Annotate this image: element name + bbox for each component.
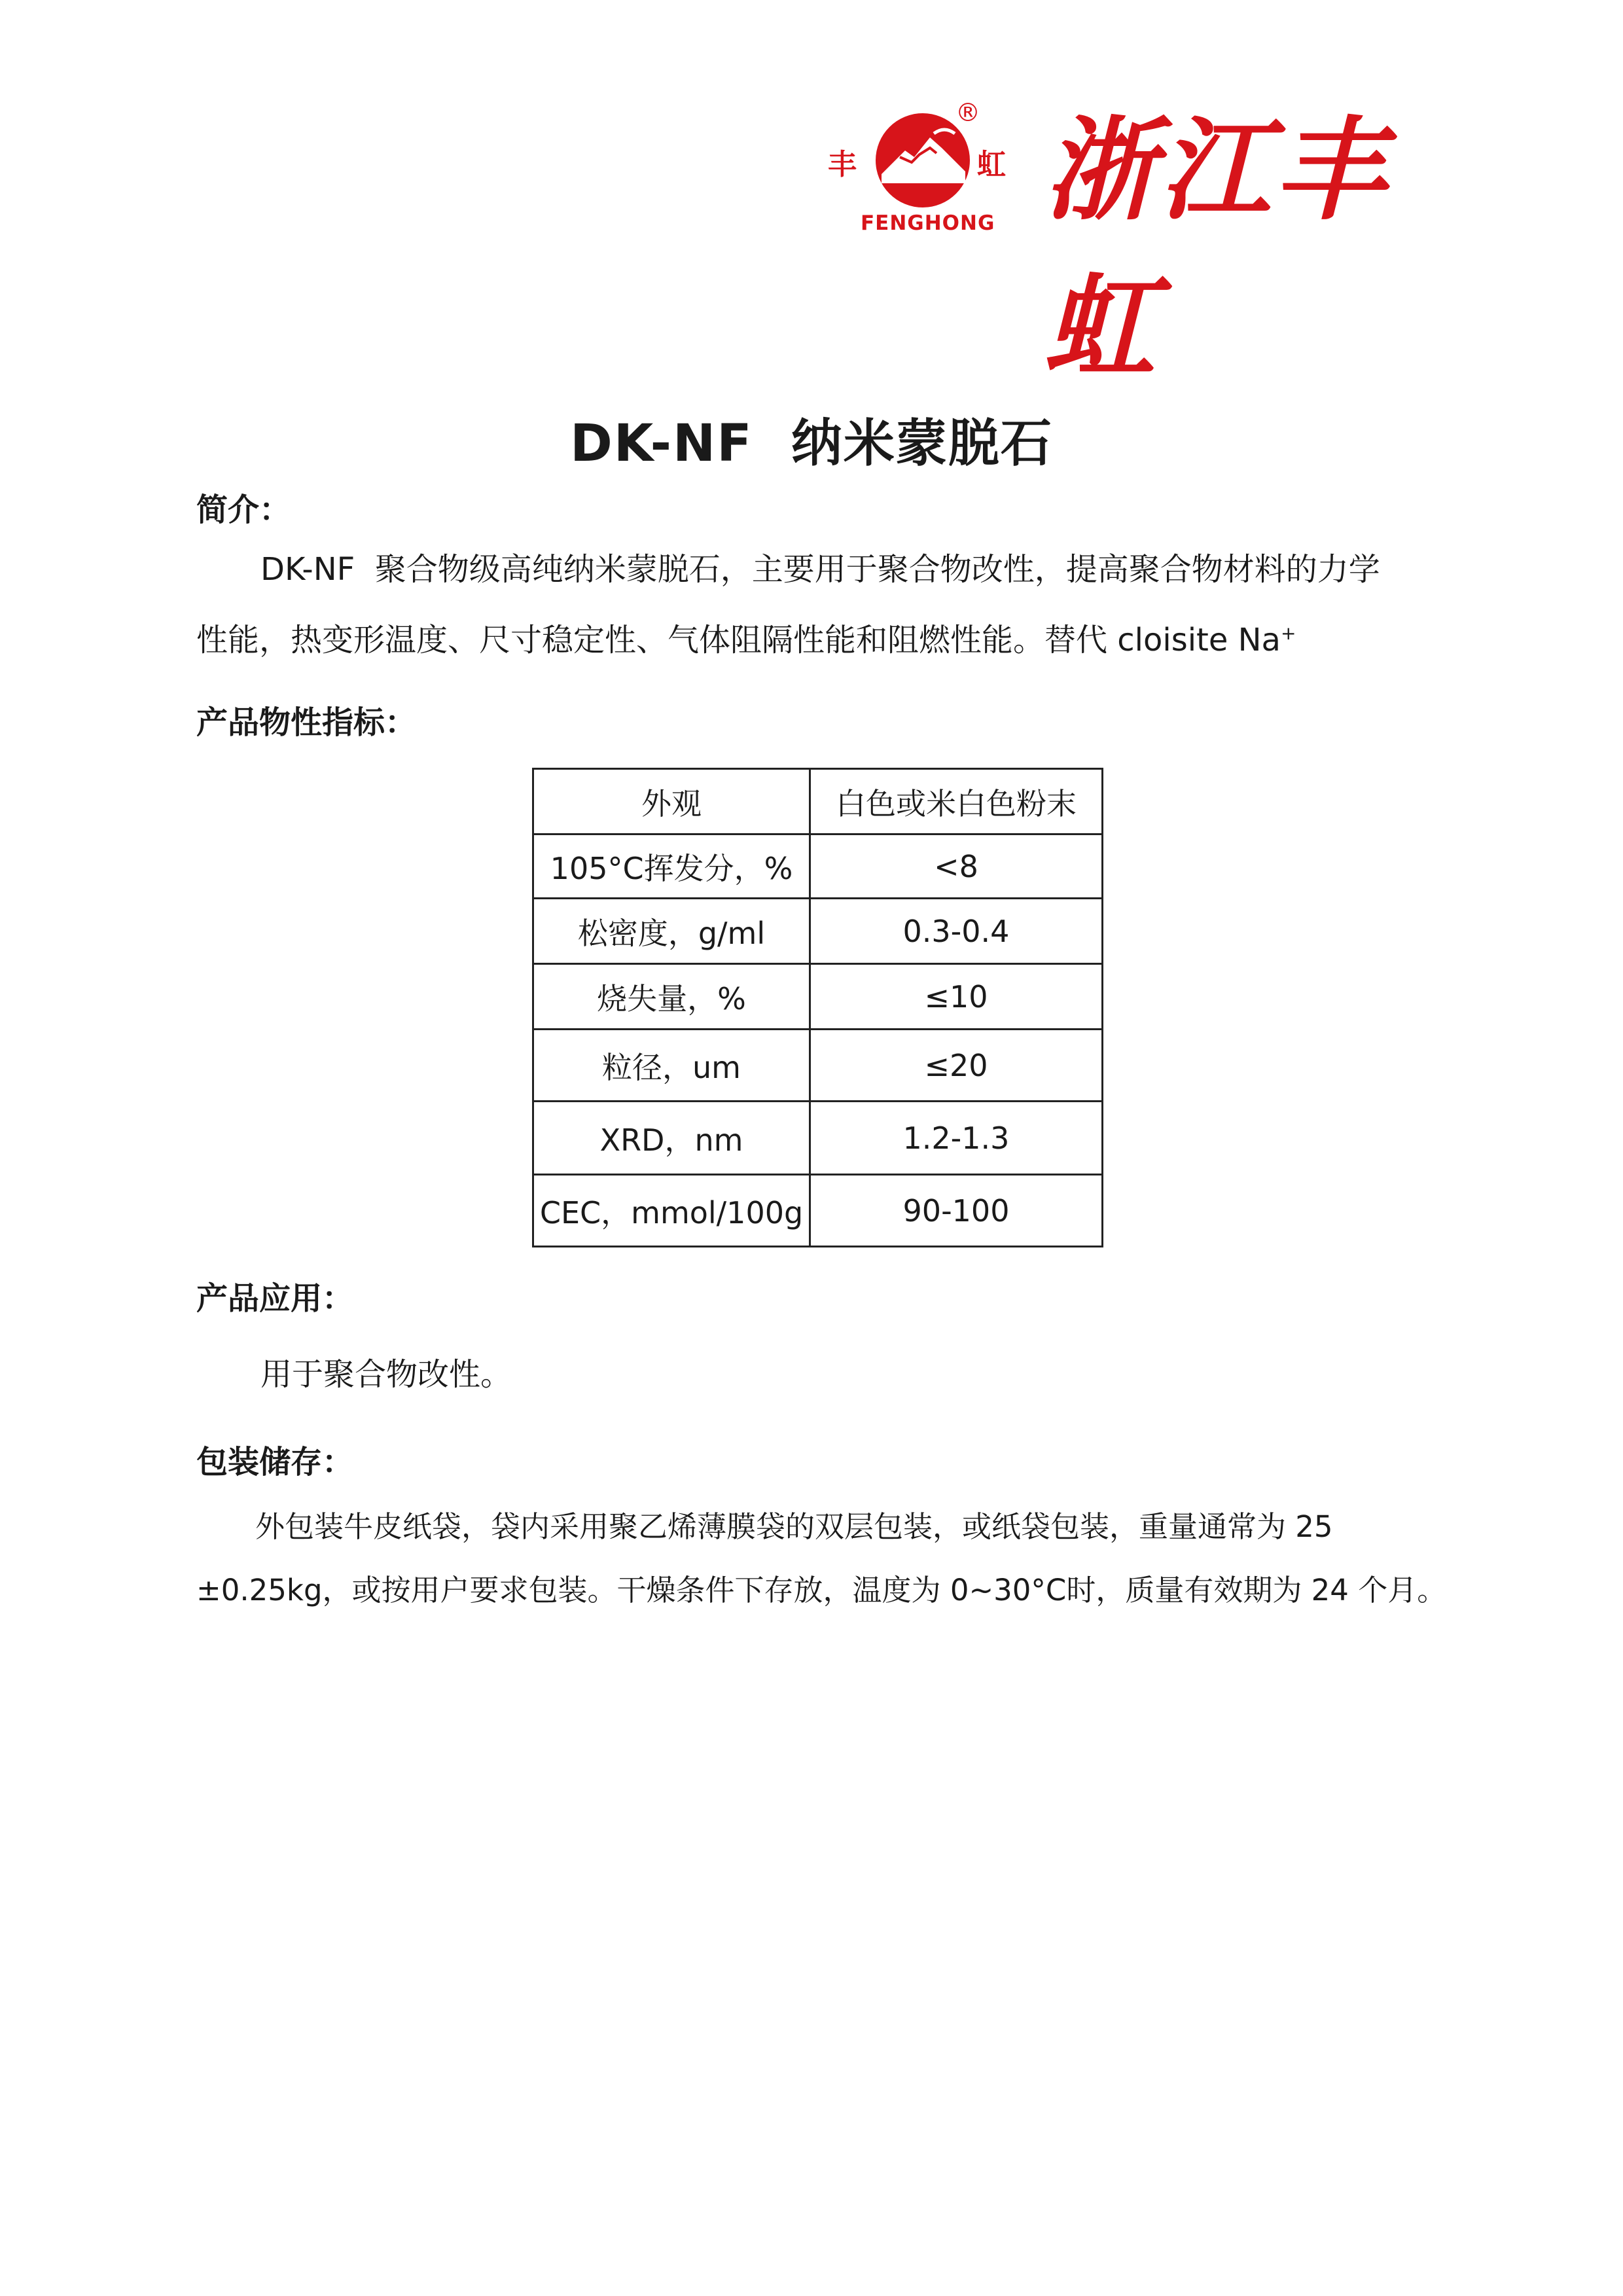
spec-key: 松密度，g/ml [533, 899, 810, 964]
registered-mark: ® [955, 98, 980, 127]
table-row [533, 1030, 1103, 1102]
document-title: DK-NF 纳米蒙脱石 [570, 414, 1053, 473]
specs-table [532, 768, 1103, 1247]
table-row [533, 769, 1103, 834]
spec-key: 粒径，um [533, 1030, 810, 1102]
table-row [533, 899, 1103, 964]
intro-line-2 [196, 601, 1296, 673]
packaging-line-2: ±0.25kg，或按用户要求包装。干燥条件下存放，温度为 0~30°C时，质量有效期为 24 个月。 [196, 1573, 1447, 1607]
spec-key: CEC，mmol/100g [533, 1175, 810, 1247]
spec-value: 0.3-0.4 [810, 899, 1103, 964]
table-row [533, 1102, 1103, 1175]
spec-key: 外观 [533, 769, 810, 834]
intro-line-2-text: 性能，热变形温度、尺寸稳定性、气体阻隔性能和阻燃性能。替代 cloisite Na [196, 622, 1281, 658]
spec-key: 105°C挥发分，% [533, 834, 810, 899]
spec-value: 90-100 [810, 1175, 1103, 1247]
intro-line-2-superscript: + [1280, 622, 1296, 644]
logo-left-char: 丰 [828, 148, 857, 181]
specs-heading: 产品物性指标： [196, 704, 417, 741]
table-row [533, 964, 1103, 1030]
application-text: 用于聚合物改性。 [260, 1356, 512, 1393]
packaging-line-1: 外包装牛皮纸袋，袋内采用聚乙烯薄膜袋的双层包装，或纸袋包装，重量通常为 25 [255, 1509, 1333, 1544]
spec-value: ≤10 [810, 964, 1103, 1030]
packaging-heading: 包装储存： [196, 1444, 354, 1480]
spec-key: XRD，nm [533, 1102, 810, 1175]
intro-heading: 简介： [196, 492, 291, 528]
spec-key: 烧失量，% [533, 964, 810, 1030]
spec-value: <8 [810, 834, 1103, 899]
logo-brand-text: 浙江丰虹 [1044, 105, 1390, 393]
spec-value: 白色或米白色粉末 [810, 769, 1103, 834]
table-row [533, 1175, 1103, 1247]
logo-right-char: 虹 [977, 148, 1006, 181]
company-logo [828, 92, 1450, 393]
logo-latin-text: FENGHONG [861, 211, 995, 235]
intro-line-1: DK-NF 聚合物级高纯纳米蒙脱石，主要用于聚合物改性，提高聚合物材料的力学 [260, 551, 1380, 588]
spec-value: ≤20 [810, 1030, 1103, 1102]
spec-value: 1.2-1.3 [810, 1102, 1103, 1175]
application-heading: 产品应用： [196, 1280, 354, 1317]
table-row [533, 834, 1103, 899]
